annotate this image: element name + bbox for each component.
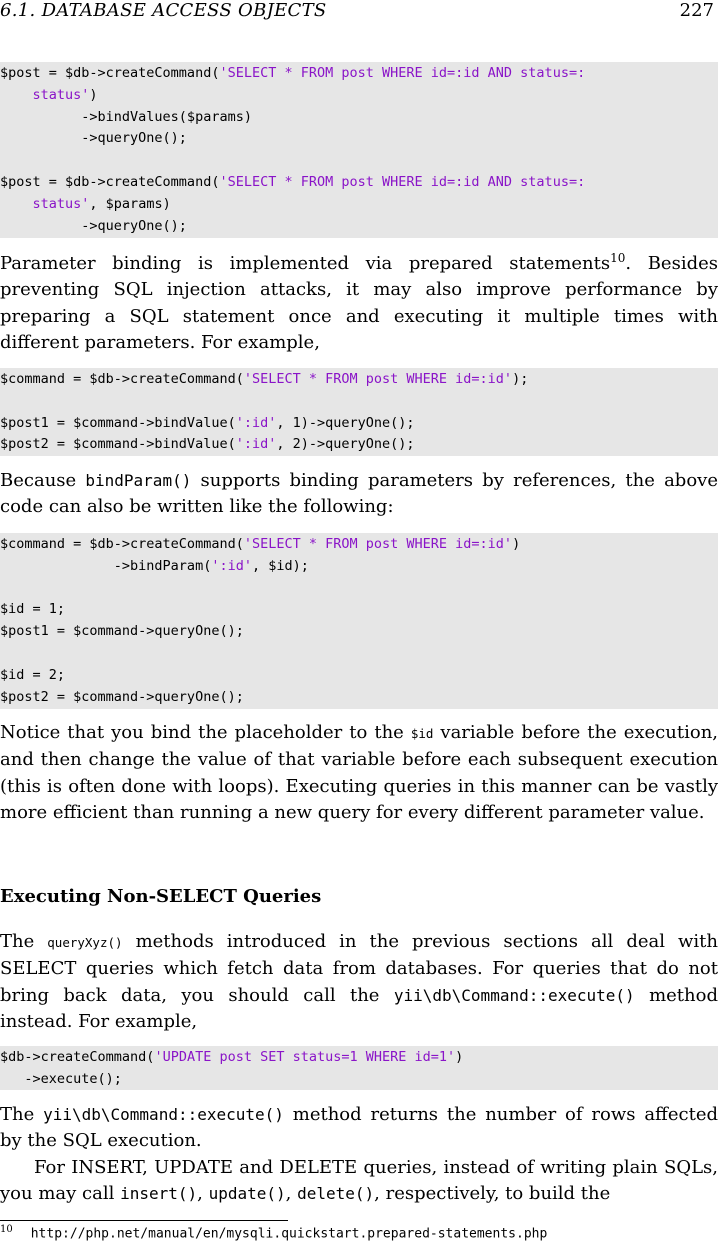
code-block-execute — [0, 1046, 718, 1090]
code-text: , $params) — [89, 195, 171, 212]
code-line — [0, 194, 718, 216]
code-block-prepared — [0, 368, 718, 456]
code-string: status' — [32, 195, 90, 212]
code-string: ':id' — [211, 557, 252, 574]
code-line — [0, 85, 718, 107]
code-line — [0, 391, 718, 413]
code-string: ':id' — [235, 436, 277, 453]
code-text: ->bindValues($params) — [0, 108, 252, 125]
code-text: $id = 1; — [0, 601, 66, 618]
code-line — [0, 413, 718, 435]
code-line — [0, 621, 718, 643]
code-text — [0, 196, 33, 212]
paragraph-bindparam: Because bindParam() supports binding parameters by references, the above code can also be written like the following: — [0, 470, 718, 518]
section-heading: Executing Non-SELECT Queries — [0, 886, 322, 907]
code-line — [0, 128, 718, 150]
footnote-number: 10 — [0, 1224, 13, 1235]
code-line — [0, 643, 718, 665]
paragraph-placeholder-notice: Notice that you bind the placeholder to the $id variable before the execution, and then change the value of that variable before each subsequent execution (this is often done with loops). Executing queries in this manner can be vastly more efficient than running a new query for every different parameter value. — [0, 722, 718, 823]
paragraph-insert-update-delete: For INSERT, UPDATE and DELETE queries, instead of writing plain SQLs, you may call insert(), update(), delete(), respectively, to build the — [0, 1157, 718, 1205]
code-text: ) — [89, 86, 98, 103]
code-text: ->queryOne(); — [0, 217, 187, 234]
code-text: $post = $db->createCommand( — [0, 173, 220, 190]
code-text: ->queryOne(); — [0, 130, 187, 147]
footnote-ref[interactable]: 10 — [610, 251, 626, 265]
code-text — [0, 87, 33, 103]
code-line — [0, 578, 718, 600]
code-text: $post1 = $command->queryOne(); — [0, 623, 244, 640]
code-text: $command = $db->createCommand( — [0, 536, 244, 552]
paragraph-non-select: The queryXyz() methods introduced in the previous sections all deal with SELECT queries which fetch data from databases. For queries that do not bring back data, you should call the yii\db\Command::execute() method instead. For example, — [0, 931, 718, 1032]
paragraph-parameter-binding: Parameter binding is implemented via prepared statements$^{10}$. Besides preventing SQL injection attacks, it may also improve performance by preparing a SQL statement once and executing it multiple times with different parameters. For example, — [0, 251, 718, 353]
code-string: 'SELECT * FROM post WHERE id=:id' — [243, 371, 513, 387]
code-line — [0, 172, 718, 194]
code-text: ) — [455, 1049, 464, 1065]
code-block-bindparam — [0, 533, 718, 709]
code-string: 'UPDATE post SET status=1 WHERE id=1' — [154, 1049, 456, 1065]
code-line — [0, 107, 718, 129]
page-header — [0, 0, 718, 24]
code-line — [0, 216, 718, 238]
code-string: ':id' — [235, 414, 277, 431]
code-line — [0, 1069, 718, 1091]
code-line — [0, 599, 718, 621]
code-text: $post2 = $command->bindValue( — [0, 436, 236, 453]
code-text: $db->createCommand( — [0, 1049, 155, 1065]
code-line — [0, 150, 718, 172]
footnote-rule — [0, 1220, 288, 1221]
code-line — [0, 369, 718, 391]
code-line — [0, 534, 718, 556]
code-text: $command = $db->createCommand( — [0, 371, 244, 387]
code-text: $id = 2; — [0, 666, 66, 683]
code-line — [0, 434, 718, 456]
code-string: 'SELECT * FROM post WHERE id=:id AND status=: — [219, 65, 586, 81]
code-string: 'SELECT * FROM post WHERE id=:id AND status=: — [219, 173, 586, 190]
page-number: 227 — [679, 0, 714, 21]
code-line — [0, 1047, 718, 1069]
code-text: , $id); — [251, 557, 309, 574]
code-text: ->execute(); — [0, 1070, 122, 1087]
code-line — [0, 556, 718, 578]
code-text: $post1 = $command->bindValue( — [0, 414, 236, 431]
footnote — [0, 1224, 548, 1242]
code-block-bindvalues — [0, 62, 718, 238]
code-string: status' — [32, 86, 90, 103]
paragraph-execute-returns: The yii\db\Command::execute() method returns the number of rows affected by the SQL execution. — [0, 1104, 718, 1152]
code-text: $post = $db->createCommand( — [0, 65, 220, 81]
code-text: , 1)->queryOne(); — [276, 414, 415, 431]
code-string: 'SELECT * FROM post WHERE id=:id' — [243, 536, 513, 552]
code-text: ->bindParam( — [0, 557, 212, 574]
section-title: 6.1. DATABASE ACCESS OBJECTS — [0, 0, 327, 21]
footnote-link[interactable]: http://php.net/manual/en/mysqli.quickstart.prepared-statements.php — [30, 1226, 548, 1242]
code-text: ) — [512, 536, 521, 552]
code-text: $post2 = $command->queryOne(); — [0, 688, 244, 705]
code-text: ); — [512, 371, 529, 387]
code-line — [0, 687, 718, 709]
code-text: , 2)->queryOne(); — [276, 436, 415, 453]
code-line — [0, 665, 718, 687]
code-line — [0, 63, 718, 85]
